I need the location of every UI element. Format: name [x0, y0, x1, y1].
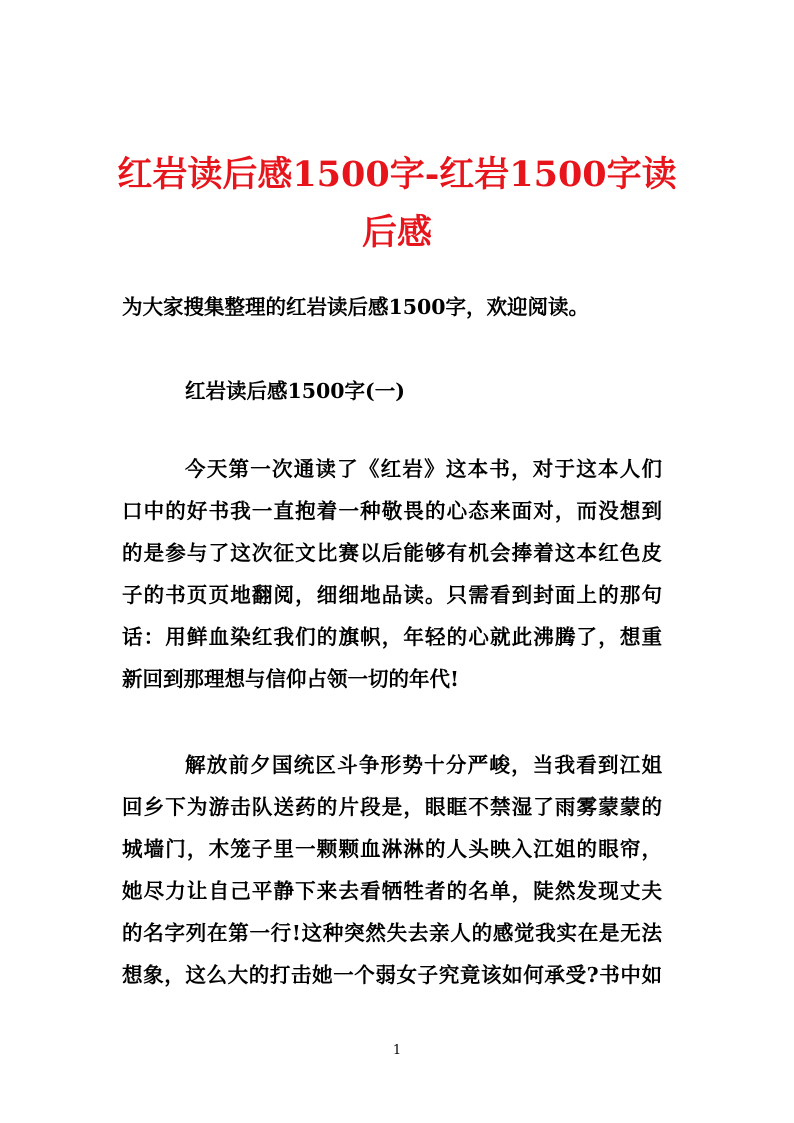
paragraph-line: 的名字列在第一行!这种突然失去亲人的感觉我实在是无法 — [122, 921, 662, 945]
page-number: 1 — [392, 1043, 402, 1058]
paragraph-line: 回乡下为游击队送药的片段是，眼眶不禁湿了雨雾蒙蒙的 — [122, 795, 662, 819]
section-heading: 红岩读后感1500字(一) — [185, 379, 405, 403]
paragraph-line: 她尽力让自己平静下来去看牺牲者的名单，陡然发现丈夫 — [122, 879, 662, 903]
intro-text: 为大家搜集整理的红岩读后感1500字，欢迎阅读。 — [122, 295, 590, 319]
paragraph-line: 口中的好书我一直抱着一种敬畏的心态来面对，而没想到 — [122, 499, 662, 523]
paragraph-line: 城墙门，木笼子里一颗颗血淋淋的人头映入江姐的眼帘， — [122, 837, 662, 861]
document-title-line-2: 后感 — [361, 212, 432, 253]
paragraph-line: 话：用鲜血染红我们的旗帜，年轻的心就此沸腾了，想重 — [122, 625, 662, 649]
paragraph-line: 的是参与了这次征文比赛以后能够有机会捧着这本红色皮 — [122, 541, 662, 565]
document-title-line-1: 红岩读后感1500字-红岩1500字读 — [117, 154, 677, 195]
paragraph-line: 今天第一次通读了《红岩》这本书，对于这本人们 — [185, 457, 662, 481]
paragraph-line: 子的书页页地翻阅，细细地品读。只需看到封面上的那句 — [122, 583, 662, 607]
paragraph-line: 新回到那理想与信仰占领一切的年代! — [122, 667, 459, 691]
paragraph-line: 解放前夕国统区斗争形势十分严峻，当我看到江姐 — [185, 753, 662, 777]
paragraph-line: 想象，这么大的打击她一个弱女子究竟该如何承受?书中如 — [122, 963, 662, 987]
